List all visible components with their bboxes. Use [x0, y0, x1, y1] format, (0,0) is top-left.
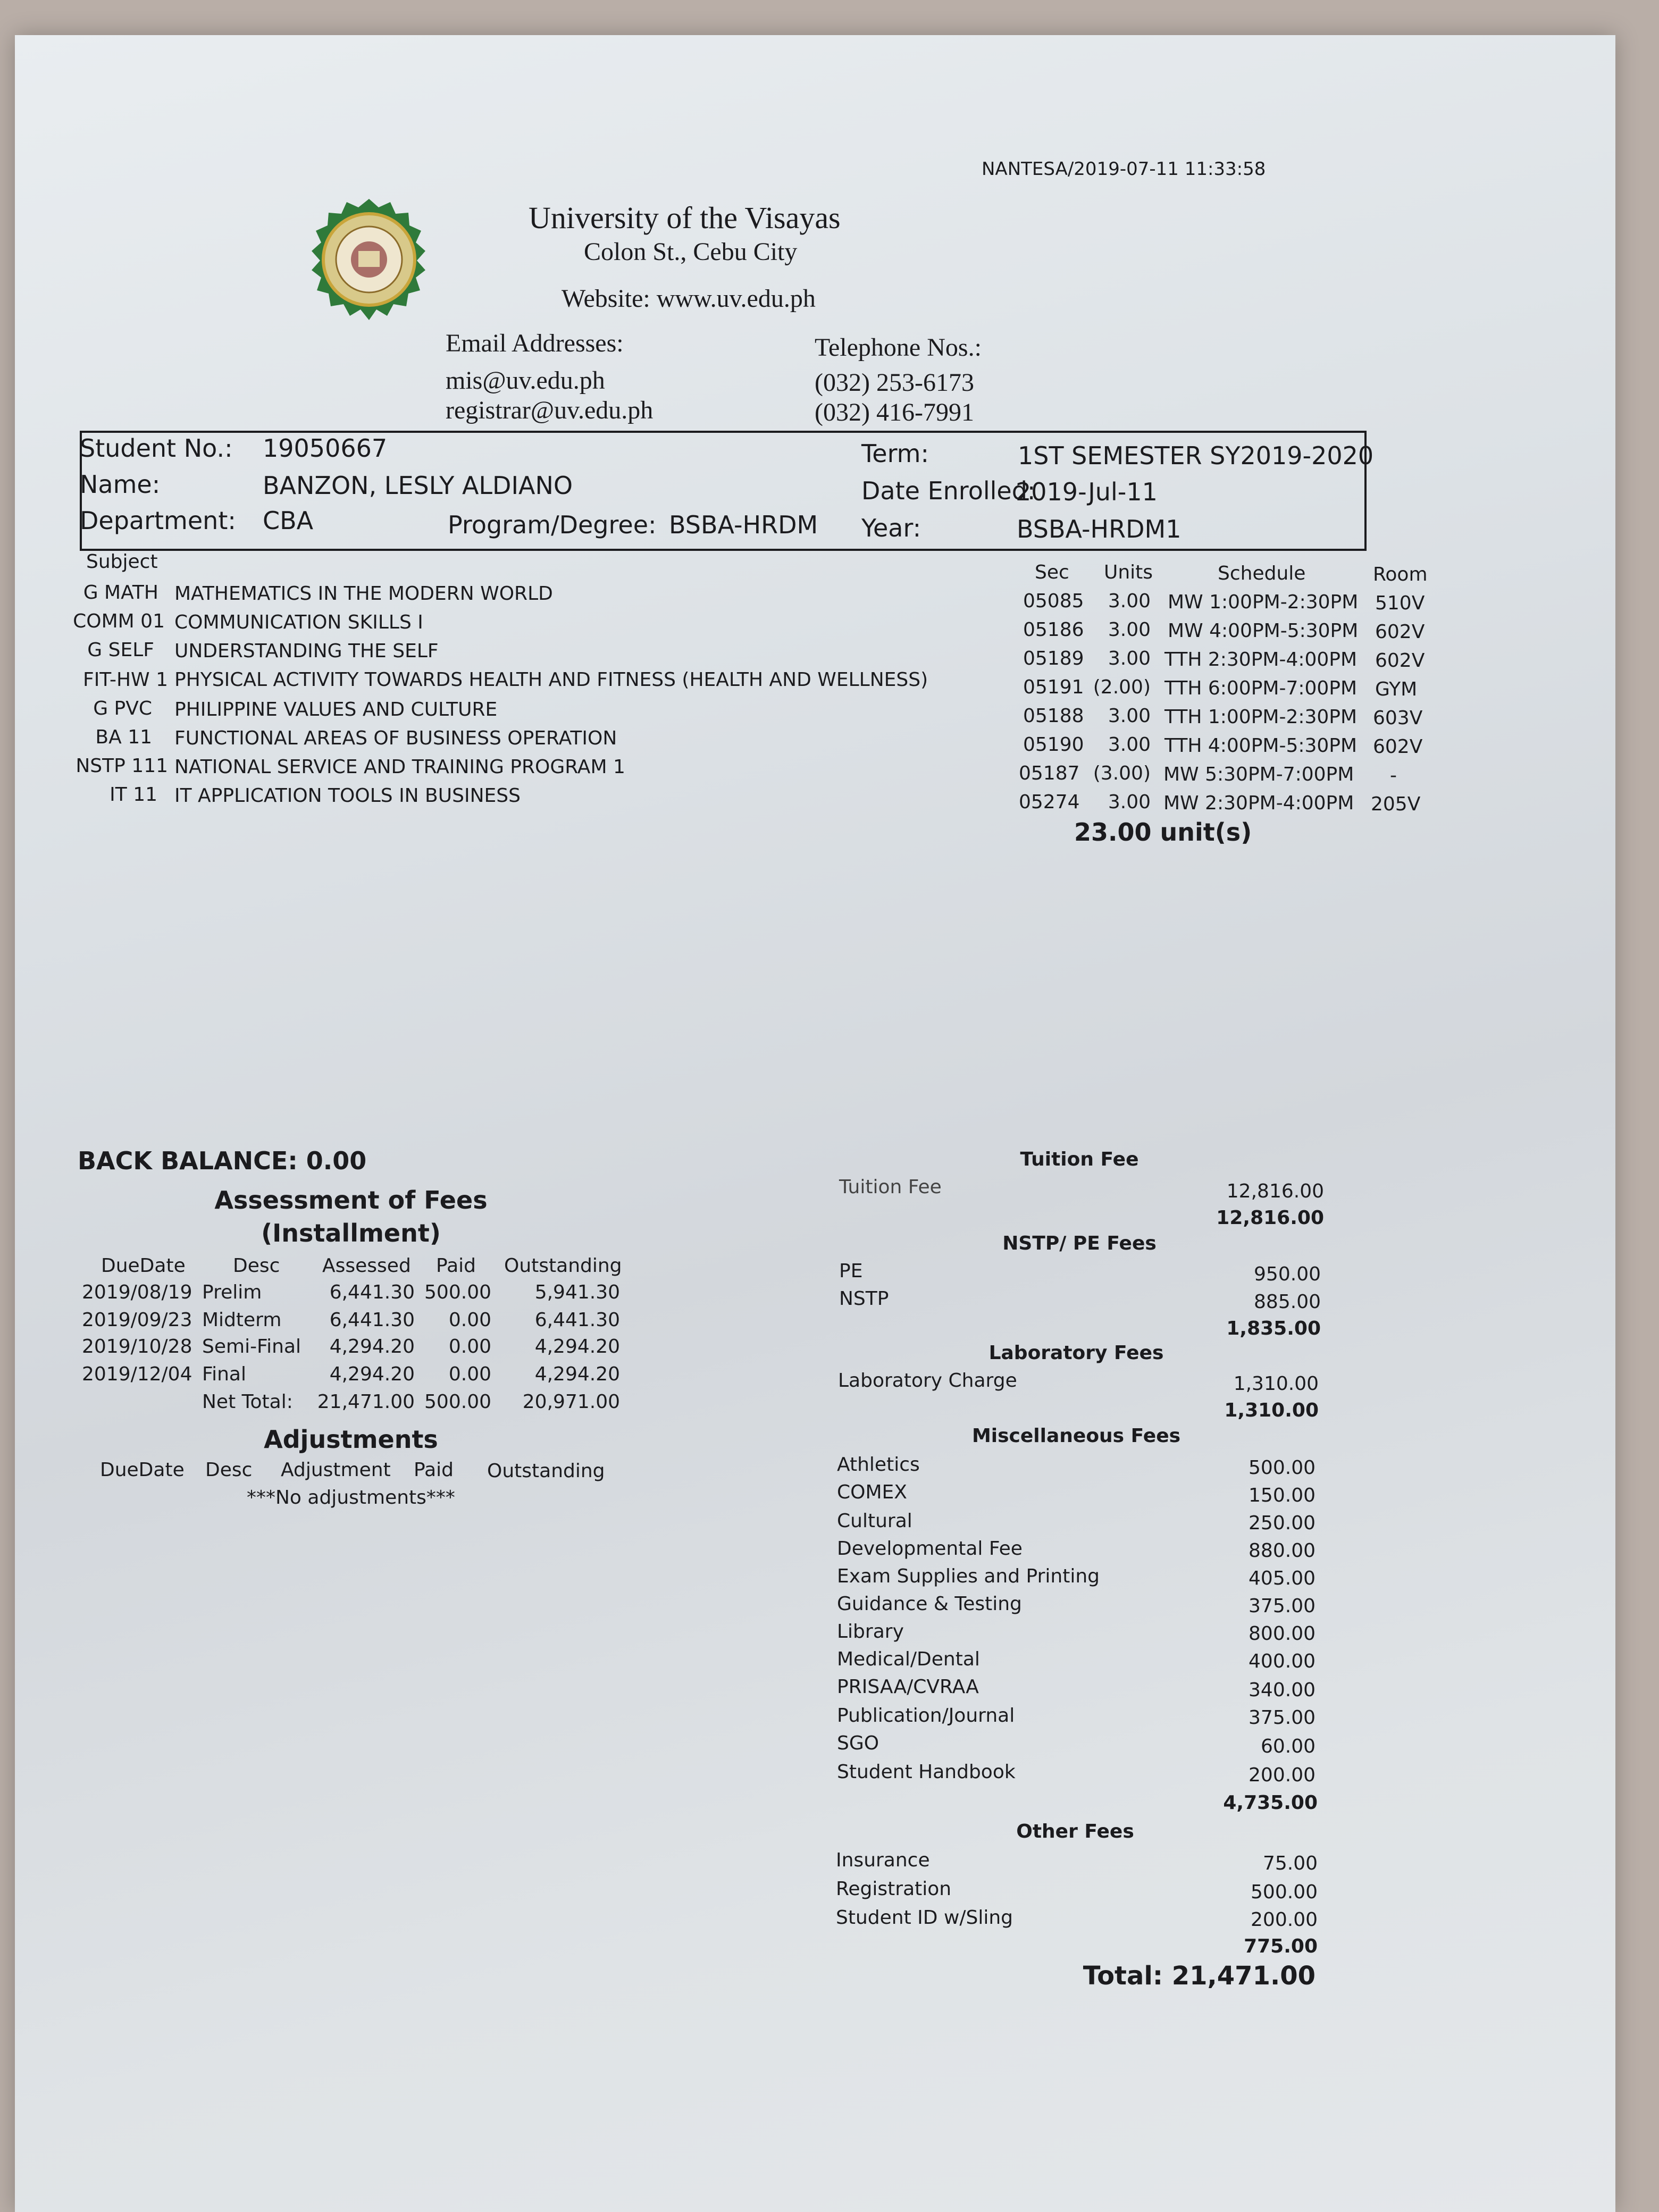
installment-paid: 0.00: [448, 1336, 491, 1358]
installment-assessed: 6,441.30: [329, 1281, 415, 1303]
subject-room: 603V: [1373, 707, 1423, 729]
total-units-suffix: unit(s): [1160, 818, 1252, 847]
miscellaneous-subtotal: 4,735.00: [1223, 1792, 1318, 1814]
fee-item-label: Developmental Fee: [837, 1538, 1023, 1560]
subject-schedule: TTH 4:00PM-5:30PM: [1164, 735, 1358, 757]
subject-header: Subject: [86, 551, 158, 573]
program-label: Program/Degree:: [448, 510, 657, 539]
fee-item-label: Publication/Journal: [837, 1705, 1015, 1727]
assessment-subtitle: (Installment): [261, 1219, 441, 1247]
fee-item-label: Laboratory Charge: [838, 1370, 1017, 1392]
installment-outstanding: 4,294.20: [534, 1336, 620, 1358]
subject-code: IT 11: [110, 784, 157, 806]
room-header: Room: [1373, 564, 1428, 585]
installment-desc: Semi-Final: [202, 1336, 301, 1358]
fee-item-amount: 1,310.00: [1233, 1373, 1319, 1395]
fee-item-amount: 200.00: [1251, 1909, 1318, 1931]
units-header: Units: [1104, 562, 1153, 583]
subject-units: 3.00: [1108, 734, 1151, 756]
print-stamp: NANTESA/2019-07-11 11:33:58: [982, 158, 1266, 180]
subject-units: (2.00): [1093, 676, 1151, 698]
fee-item-label: Student ID w/Sling: [836, 1907, 1013, 1929]
subject-units: 3.00: [1108, 590, 1151, 612]
subject-units: 3.00: [1108, 791, 1151, 813]
subject-schedule: TTH 6:00PM-7:00PM: [1164, 677, 1358, 699]
grand-total: Total: 21,471.00: [1083, 1961, 1316, 1991]
subject-room: 602V: [1373, 736, 1423, 758]
phone-1: (032) 253-6173: [815, 368, 974, 397]
year: BSBA-HRDM1: [1017, 515, 1182, 543]
fee-item-label: Athletics: [837, 1454, 920, 1476]
student-no-label: Student No.:: [80, 434, 233, 463]
fee-item-amount: 400.00: [1249, 1650, 1316, 1672]
subject-code: G SELF: [87, 639, 154, 661]
subject-sec: 05188: [1023, 705, 1084, 727]
department-label: Department:: [80, 506, 236, 535]
fee-item-amount: 950.00: [1254, 1263, 1321, 1285]
assessed-header: Assessed: [322, 1255, 411, 1277]
student-no: 19050667: [263, 434, 388, 463]
fee-item-amount: 150.00: [1249, 1485, 1316, 1506]
net-total-assessed: 21,471.00: [317, 1391, 415, 1413]
installment-assessed: 6,441.30: [329, 1309, 415, 1331]
due-date-header: DueDate: [101, 1255, 186, 1277]
other-fees-heading: Other Fees: [1016, 1821, 1134, 1842]
subject-room: 205V: [1371, 793, 1421, 815]
sec-header: Sec: [1035, 562, 1069, 583]
installment-paid: 0.00: [448, 1363, 491, 1385]
net-total-outstanding: 20,971.00: [522, 1391, 620, 1413]
fee-item-label: Insurance: [836, 1849, 930, 1871]
subject-schedule: MW 1:00PM-2:30PM: [1168, 591, 1359, 613]
subject-title: UNDERSTANDING THE SELF: [174, 640, 439, 662]
net-total-paid: 500.00: [424, 1391, 491, 1413]
laboratory-subtotal: 1,310.00: [1224, 1400, 1319, 1421]
back-balance: BACK BALANCE: 0.00: [78, 1146, 367, 1175]
installment-desc: Midterm: [202, 1309, 282, 1331]
phone-heading: Telephone Nos.:: [815, 333, 982, 362]
fee-item-label: COMEX: [837, 1481, 907, 1503]
fee-item-amount: 12,816.00: [1226, 1180, 1324, 1202]
phone-2: (032) 416-7991: [815, 398, 974, 426]
laboratory-fees-heading: Laboratory Fees: [988, 1342, 1164, 1364]
subject-schedule: MW 2:30PM-4:00PM: [1163, 792, 1354, 814]
installment-outstanding: 4,294.20: [534, 1363, 620, 1385]
installment-paid: 0.00: [448, 1309, 491, 1331]
desc-header: Desc: [233, 1255, 280, 1277]
subject-sec: 05186: [1023, 619, 1084, 641]
subject-room: GYM: [1375, 678, 1418, 700]
adj-desc-header: Desc: [205, 1459, 253, 1481]
fee-item-amount: 375.00: [1249, 1707, 1316, 1729]
outstanding-header: Outstanding: [504, 1255, 622, 1277]
tuition-subtotal: 12,816.00: [1216, 1207, 1324, 1229]
installment-due: 2019/08/19: [82, 1281, 192, 1303]
fee-item-label: Exam Supplies and Printing: [837, 1565, 1100, 1587]
subject-code: G MATH: [83, 582, 158, 604]
fee-item-amount: 60.00: [1260, 1736, 1316, 1757]
subject-units: 3.00: [1108, 619, 1151, 641]
email-heading: Email Addresses:: [446, 329, 624, 357]
fee-item-amount: 250.00: [1249, 1512, 1316, 1534]
installment-paid: 500.00: [424, 1281, 491, 1303]
university-seal-logo: [307, 198, 431, 321]
nstp-pe-subtotal: 1,835.00: [1226, 1318, 1321, 1339]
total-units-value: 23.00: [1074, 818, 1152, 847]
fee-item-amount: 200.00: [1249, 1764, 1316, 1786]
subject-room: 510V: [1375, 592, 1425, 614]
fee-item-label: SGO: [837, 1732, 879, 1754]
subject-sec: 05191: [1023, 676, 1084, 698]
adj-outstanding-header: Outstanding: [487, 1460, 605, 1482]
subject-title: NATIONAL SERVICE AND TRAINING PROGRAM 1: [174, 756, 625, 778]
fee-item-label: Medical/Dental: [837, 1648, 980, 1670]
program: BSBA-HRDM: [669, 510, 818, 539]
subject-title: FUNCTIONAL AREAS OF BUSINESS OPERATION: [174, 727, 617, 749]
subject-title: COMMUNICATION SKILLS I: [174, 611, 423, 633]
date-enrolled: 2019-Jul-11: [1016, 477, 1158, 506]
installment-outstanding: 5,941.30: [534, 1281, 620, 1303]
subject-code: NSTP 111: [76, 755, 168, 777]
email-mis: mis@uv.edu.ph: [446, 366, 605, 395]
schedule-header: Schedule: [1218, 563, 1306, 584]
adjustments-title: Adjustments: [264, 1425, 438, 1454]
subject-sec: 05190: [1023, 734, 1084, 756]
fee-item-amount: 75.00: [1262, 1853, 1318, 1874]
installment-due: 2019/10/28: [82, 1336, 192, 1358]
email-registrar: registrar@uv.edu.ph: [446, 396, 653, 424]
nstp-pe-fees-heading: NSTP/ PE Fees: [1002, 1233, 1157, 1254]
fee-item-label: Tuition Fee: [839, 1176, 942, 1198]
subject-code: G PVC: [93, 698, 152, 719]
university-website: Website: www.uv.edu.ph: [562, 284, 816, 313]
subject-title: PHILIPPINE VALUES AND CULTURE: [174, 699, 498, 720]
other-fees-subtotal: 775.00: [1244, 1936, 1318, 1957]
net-total-label: Net Total:: [202, 1391, 293, 1413]
term-label: Term:: [861, 439, 929, 468]
adj-paid-header: Paid: [414, 1459, 454, 1481]
subject-schedule: TTH 1:00PM-2:30PM: [1164, 706, 1358, 728]
miscellaneous-fees-heading: Miscellaneous Fees: [971, 1425, 1181, 1447]
subject-units: (3.00): [1093, 763, 1151, 784]
subject-code: COMM 01: [73, 610, 165, 632]
term: 1ST SEMESTER SY2019-2020: [1018, 441, 1374, 470]
subject-title: MATHEMATICS IN THE MODERN WORLD: [174, 583, 553, 605]
fee-item-amount: 500.00: [1251, 1881, 1318, 1903]
subject-room: 602V: [1375, 621, 1425, 643]
tuition-fee-heading: Tuition Fee: [1020, 1149, 1139, 1170]
date-enrolled-label: Date Enrolled:: [861, 476, 1036, 505]
subject-sec: 05189: [1023, 648, 1084, 669]
fee-item-label: NSTP: [839, 1288, 889, 1310]
installment-assessed: 4,294.20: [329, 1336, 415, 1358]
no-adjustments-note: ***No adjustments***: [247, 1487, 455, 1509]
assessment-title: Assessment of Fees: [214, 1186, 488, 1214]
fee-item-label: PE: [839, 1260, 863, 1282]
fee-item-amount: 500.00: [1249, 1457, 1316, 1479]
fee-item-label: Cultural: [837, 1510, 912, 1532]
fee-item-amount: 375.00: [1249, 1595, 1316, 1617]
fee-item-label: Student Handbook: [837, 1761, 1016, 1783]
year-label: Year:: [861, 514, 921, 542]
subject-sec: 05187: [1019, 763, 1080, 784]
installment-assessed: 4,294.20: [329, 1363, 415, 1385]
installment-desc: Prelim: [202, 1281, 262, 1303]
subject-units: 3.00: [1108, 705, 1151, 727]
adj-due-date-header: DueDate: [100, 1459, 185, 1481]
installment-desc: Final: [202, 1363, 246, 1385]
subject-code: BA 11: [95, 726, 152, 748]
paid-header: Paid: [436, 1255, 476, 1277]
fee-item-amount: 800.00: [1249, 1623, 1316, 1645]
subject-room: 602V: [1375, 650, 1425, 672]
department: CBA: [263, 506, 314, 535]
fee-item-amount: 880.00: [1249, 1540, 1316, 1562]
fee-item-label: Guidance & Testing: [837, 1593, 1022, 1615]
fee-item-amount: 405.00: [1249, 1568, 1316, 1589]
name-label: Name:: [80, 470, 161, 499]
subject-sec: 05085: [1023, 590, 1084, 612]
installment-due: 2019/09/23: [82, 1309, 192, 1331]
subject-sec: 05274: [1019, 791, 1080, 813]
installment-due: 2019/12/04: [82, 1363, 192, 1385]
subject-units: 3.00: [1108, 648, 1151, 669]
total-units: [1074, 818, 1252, 847]
subject-schedule: MW 4:00PM-5:30PM: [1168, 620, 1359, 642]
installment-outstanding: 6,441.30: [534, 1309, 620, 1331]
fee-item-amount: 340.00: [1249, 1679, 1316, 1701]
subject-title: IT APPLICATION TOOLS IN BUSINESS: [174, 785, 521, 807]
subject-schedule: TTH 2:30PM-4:00PM: [1164, 649, 1358, 671]
subject-room: -: [1390, 765, 1397, 786]
university-name: University of the Visayas: [529, 200, 841, 235]
adj-adjustment-header: Adjustment: [281, 1459, 391, 1481]
fee-item-amount: 885.00: [1254, 1291, 1321, 1313]
subject-code: FIT-HW 1: [82, 669, 168, 691]
fee-item-label: PRISAA/CVRAA: [837, 1676, 979, 1698]
subject-schedule: MW 5:30PM-7:00PM: [1163, 764, 1354, 785]
fee-item-label: Registration: [836, 1878, 952, 1900]
fee-item-label: Library: [837, 1621, 904, 1643]
subject-title: PHYSICAL ACTIVITY TOWARDS HEALTH AND FITNESS (HEALTH AND WELLNESS): [174, 669, 928, 691]
student-name: BANZON, LESLY ALDIANO: [263, 471, 573, 500]
university-address: Colon St., Cebu City: [584, 238, 798, 266]
